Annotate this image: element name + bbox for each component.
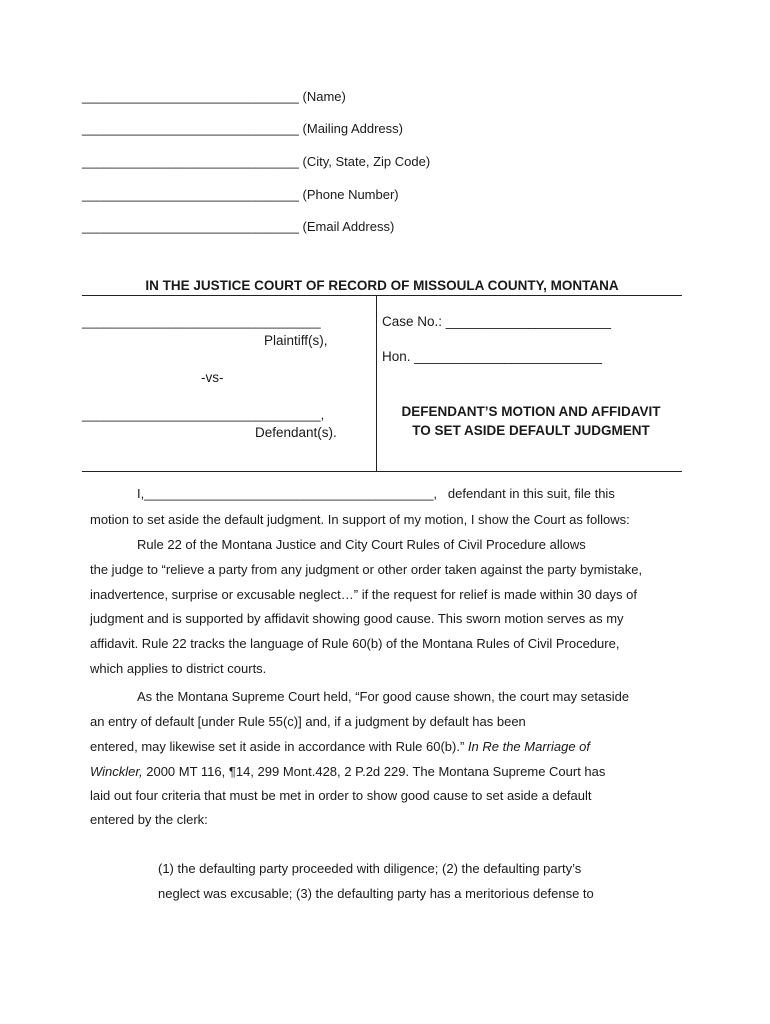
- email-label: (Email Address): [302, 219, 395, 234]
- motion-title-line-1: DEFENDANT’S MOTION AND AFFIDAVIT: [401, 404, 661, 419]
- body-p3-line-3: [90, 739, 590, 754]
- caption-box: [82, 296, 682, 472]
- case-citation-title: In Re the Marriage of: [467, 739, 591, 754]
- body-p2-line-4: judgment and is supported by affidavit showing good cause. This sworn motion serves as my: [90, 611, 624, 626]
- body-p2-line-6: which applies to district courts.: [90, 661, 267, 676]
- vs-label: -vs-: [201, 370, 224, 385]
- body-p3-line-1: As the Montana Supreme Court held, “For good cause shown, the court may setaside: [137, 689, 630, 704]
- body-p3-line-5: laid out four criteria that must be met in order to show good cause to set aside a default: [90, 788, 592, 803]
- p3-line-3-text: entered, may likewise set it aside in accordance with Rule 60(b).”: [90, 739, 468, 754]
- defendant-blank: _________________________________,: [82, 407, 325, 422]
- name-field-line: [82, 89, 346, 105]
- criteria-line-2: neglect was excusable; (3) the defaulting party has a meritorious defense to: [158, 886, 594, 901]
- p3-line-4-text: 2000 MT 116, ¶14, 299 Mont.428, 2 P.2d 229. The Montana Supreme Court has: [142, 764, 606, 779]
- motion-title-line-2: TO SET ASIDE DEFAULT JUDGMENT: [412, 423, 650, 438]
- case-number-field: Case No.: ______________________: [382, 314, 611, 329]
- judge-field: Hon. _________________________: [382, 349, 602, 364]
- phone-blank: ______________________________: [82, 187, 299, 202]
- defendant-name-blank: ________________________________________,: [144, 486, 438, 501]
- criteria-line-1: (1) the defaulting party proceeded with diligence; (2) the defaulting party’s: [158, 861, 582, 876]
- phone-label: (Phone Number): [302, 187, 399, 202]
- case-citation-name: Winckler,: [90, 764, 143, 779]
- body-p3-line-4: [90, 764, 605, 779]
- city-state-zip-field-line: [82, 154, 430, 170]
- plaintiff-label: Plaintiff(s),: [264, 333, 328, 348]
- p1-rest: defendant in this suit, file this: [447, 486, 615, 501]
- email-field-line: [82, 219, 394, 235]
- body-p1-line-1: [137, 486, 615, 501]
- p1-start: I,: [137, 486, 145, 501]
- mailing-address-label: (Mailing Address): [302, 121, 403, 136]
- body-p2-line-5: affidavit. Rule 22 tracks the language of Rule 60(b) of the Montana Rules of Civil Procedure,: [90, 636, 620, 651]
- body-p1-line-2: motion to set aside the default judgment. In support of my motion, I show the Court as follows:: [90, 512, 630, 527]
- city-state-zip-label: (City, State, Zip Code): [302, 154, 431, 169]
- body-p3-line-2: an entry of default [under Rule 55(c)] and, if a judgment by default has been: [90, 714, 526, 729]
- body-p2-line-2: the judge to “relieve a party from any judgment or other order taken against the party bymistake,: [90, 562, 643, 577]
- name-blank: ______________________________: [82, 89, 299, 104]
- defendant-label: Defendant(s).: [255, 425, 337, 440]
- caption-divider: [376, 296, 377, 471]
- body-p2-line-3: inadvertence, surprise or excusable neglect…” if the request for relief is made within 30 days of: [90, 587, 637, 602]
- plaintiff-blank: _________________________________: [82, 314, 321, 329]
- motion-title: [382, 402, 680, 440]
- city-state-zip-blank: ______________________________: [82, 154, 299, 169]
- court-caption: [82, 278, 682, 472]
- phone-field-line: [82, 187, 399, 203]
- name-label: (Name): [302, 89, 346, 104]
- email-blank: ______________________________: [82, 219, 299, 234]
- mailing-address-blank: ______________________________: [82, 121, 299, 136]
- mailing-address-field-line: [82, 121, 403, 137]
- body-p3-line-6: entered by the clerk:: [90, 812, 208, 827]
- court-title: IN THE JUSTICE COURT OF RECORD OF MISSOULA COUNTY, MONTANA: [82, 278, 682, 296]
- body-p2-line-1: Rule 22 of the Montana Justice and City Court Rules of Civil Procedure allows: [137, 537, 586, 552]
